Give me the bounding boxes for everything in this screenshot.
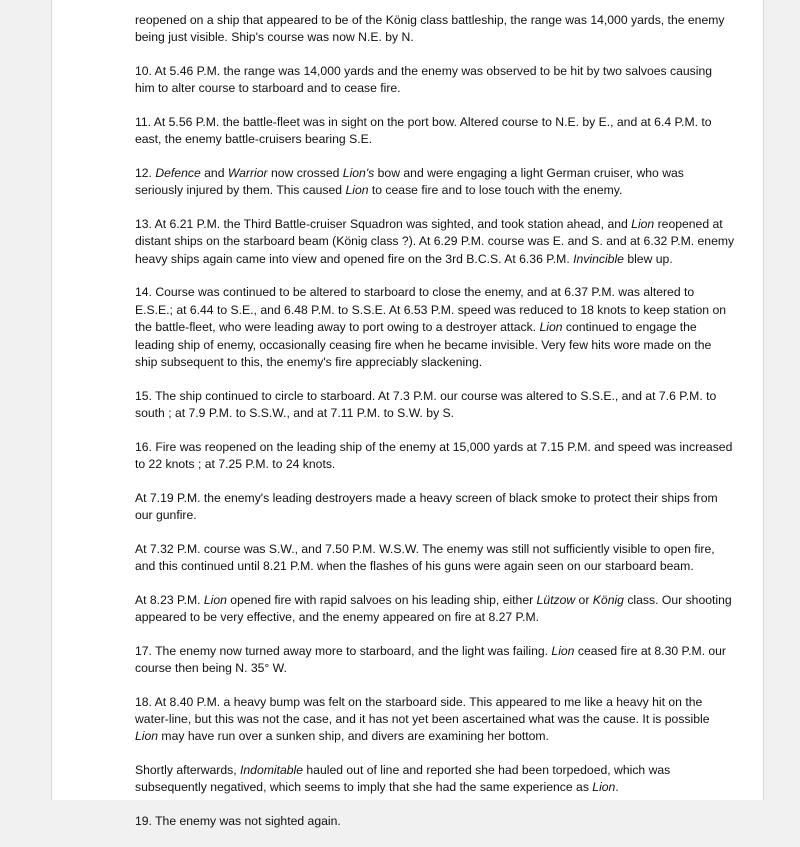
text-run: or (575, 592, 593, 607)
italic-text-run: Lion (539, 320, 563, 335)
text-run: now crossed (267, 166, 343, 180)
text-run: 18. At 8.40 P.M. a heavy bump was felt on the starboard side. This appeared to me like a heavy hit on the water-line, but this was not the case, and it has not yet been ascertained what was the cause. It is possible (135, 694, 710, 727)
paragraph (135, 813, 735, 830)
text-run: 15. The ship continued to circle to starboard. At 7.3 P.M. our course was altered to S.S.E., and at 7.6 P.M. to south ; at 7.9 P.M. to S.S.W., and at 7.11 P.M. to S.W. by S. (135, 388, 717, 421)
paragraph (135, 12, 735, 47)
paragraph (135, 439, 735, 474)
text-run: At 7.32 P.M. course was S.W., and 7.50 P.M. W.S.W. The enemy was still not sufficiently visible to open fire, and this continued until 8.21 P.M. when the flashes of his guns were again seen on our starboard beam. (135, 541, 715, 574)
paragraph (135, 284, 735, 371)
text-run: ceased fire at 8.30 P.M. our course then being N. 35° W. (135, 643, 726, 676)
text-run: blew up. (623, 251, 673, 266)
italic-text-run: Invincible (573, 251, 624, 266)
text-run: to cease fire and to lose touch with the enemy. (368, 183, 623, 198)
text-run: At 7.19 P.M. the enemy's leading destroyers made a heavy screen of black smoke to protect their ships from our gunfire. (135, 490, 718, 523)
text-run: reopened on a ship that appeared to be of the König class battleship, the range was 14,000 yards, the enemy being just visible. Ship's course was now N.E. by N. (135, 13, 725, 45)
italic-text-run: König (592, 592, 624, 607)
text-run: . (615, 780, 619, 795)
text-run: hauled out of line and reported she had been torpedoed, which was subsequently negatived, which seems to imply that she had the same experience as (135, 763, 671, 795)
italic-text-run: Defence (155, 166, 201, 180)
paragraph (135, 388, 735, 423)
paragraph (135, 694, 735, 746)
text-run: may have run over a sunken ship, and divers are examining her bottom. (158, 729, 549, 744)
italic-text-run: Lützow (536, 592, 576, 607)
text-run: 14. Course was continued to be altered to starboard to close the enemy, and at 6.37 P.M. was altered to E.S.E.; at 6.44 to S.E., and 6.48 P.M. to S.S.E. At 6.53 P.M. speed was reduced to 18 knots to keep station on the battle-fleet, who were leading away to port owing to a destroyer attack. (135, 285, 727, 335)
text-run: 12. (135, 166, 156, 180)
text-run: 11. At 5.56 P.M. the battle-fleet was in sight on the port bow. Altered course to N.E. by E., and at 6.4 P.M. to east, the enemy battle-cruisers bearing S.E. (135, 115, 712, 147)
italic-text-run: Lion (592, 780, 616, 795)
document-page (51, 0, 764, 829)
italic-text-run: Lion (203, 592, 227, 607)
italic-text-run: Lion (631, 217, 655, 231)
document-body (135, 12, 735, 847)
italic-text-run: Lion (345, 183, 369, 198)
paragraph (135, 592, 735, 627)
text-run: Shortly afterwards, (135, 763, 240, 778)
italic-text-run: Indomitable (240, 763, 304, 778)
text-run: reopened at distant ships on the starboard beam (König class ?). At 6.29 P.M. course was E. and S. and at 6.32 P.M. enemy heavy ships again came into view and opened fire on the 3rd B.C.S. At 6.36 P.M. (135, 217, 735, 266)
italic-text-run: Warrior (227, 166, 268, 180)
text-run: 13. At 6.21 P.M. the Third Battle-cruiser Squadron was sighted, and took station ahead, and (135, 217, 632, 231)
text-run: 10. At 5.46 P.M. the range was 14,000 yards and the enemy was observed to be hit by two salvoes causing him to alter course to starboard and to cease fire. (135, 64, 712, 96)
text-run: 19. The enemy was not sighted again. (135, 814, 341, 829)
paragraph (135, 63, 735, 98)
text-run: class. Our shooting appeared to be very effective, and the enemy appeared on fire at 8.27 P.M. (135, 592, 732, 625)
paragraph (135, 216, 735, 268)
paragraph (135, 762, 735, 797)
paragraph (135, 541, 735, 576)
text-run: 16. Fire was reopened on the leading ship of the enemy at 15,000 yards at 7.15 P.M. and speed was increased to 22 knots ; at 7.25 P.M. to 24 knots. (135, 439, 733, 472)
paragraph (135, 643, 735, 678)
italic-text-run: Lion (135, 729, 159, 744)
italic-text-run: Lion (551, 643, 575, 658)
paragraph (135, 490, 735, 525)
italic-text-run: Lion's (342, 166, 375, 180)
text-run: bow and were engaging a light German cruiser, who was seriously injured by them. This caused (135, 166, 684, 198)
text-run: At 8.23 P.M. (135, 592, 204, 607)
paragraph (135, 165, 735, 200)
text-run: 17. The enemy now turned away more to starboard, and the light was failing. (135, 643, 552, 658)
text-run: and (200, 166, 228, 180)
paragraph (135, 114, 735, 149)
text-run: continued to engage the leading ship of enemy, occasionally ceasing fire when he became invisible. Very few hits wore made on the ship subsequent to this, the enemy's fire appreciably slackening. (135, 320, 712, 370)
text-run: opened fire with rapid salvoes on his leading ship, either (226, 592, 537, 607)
